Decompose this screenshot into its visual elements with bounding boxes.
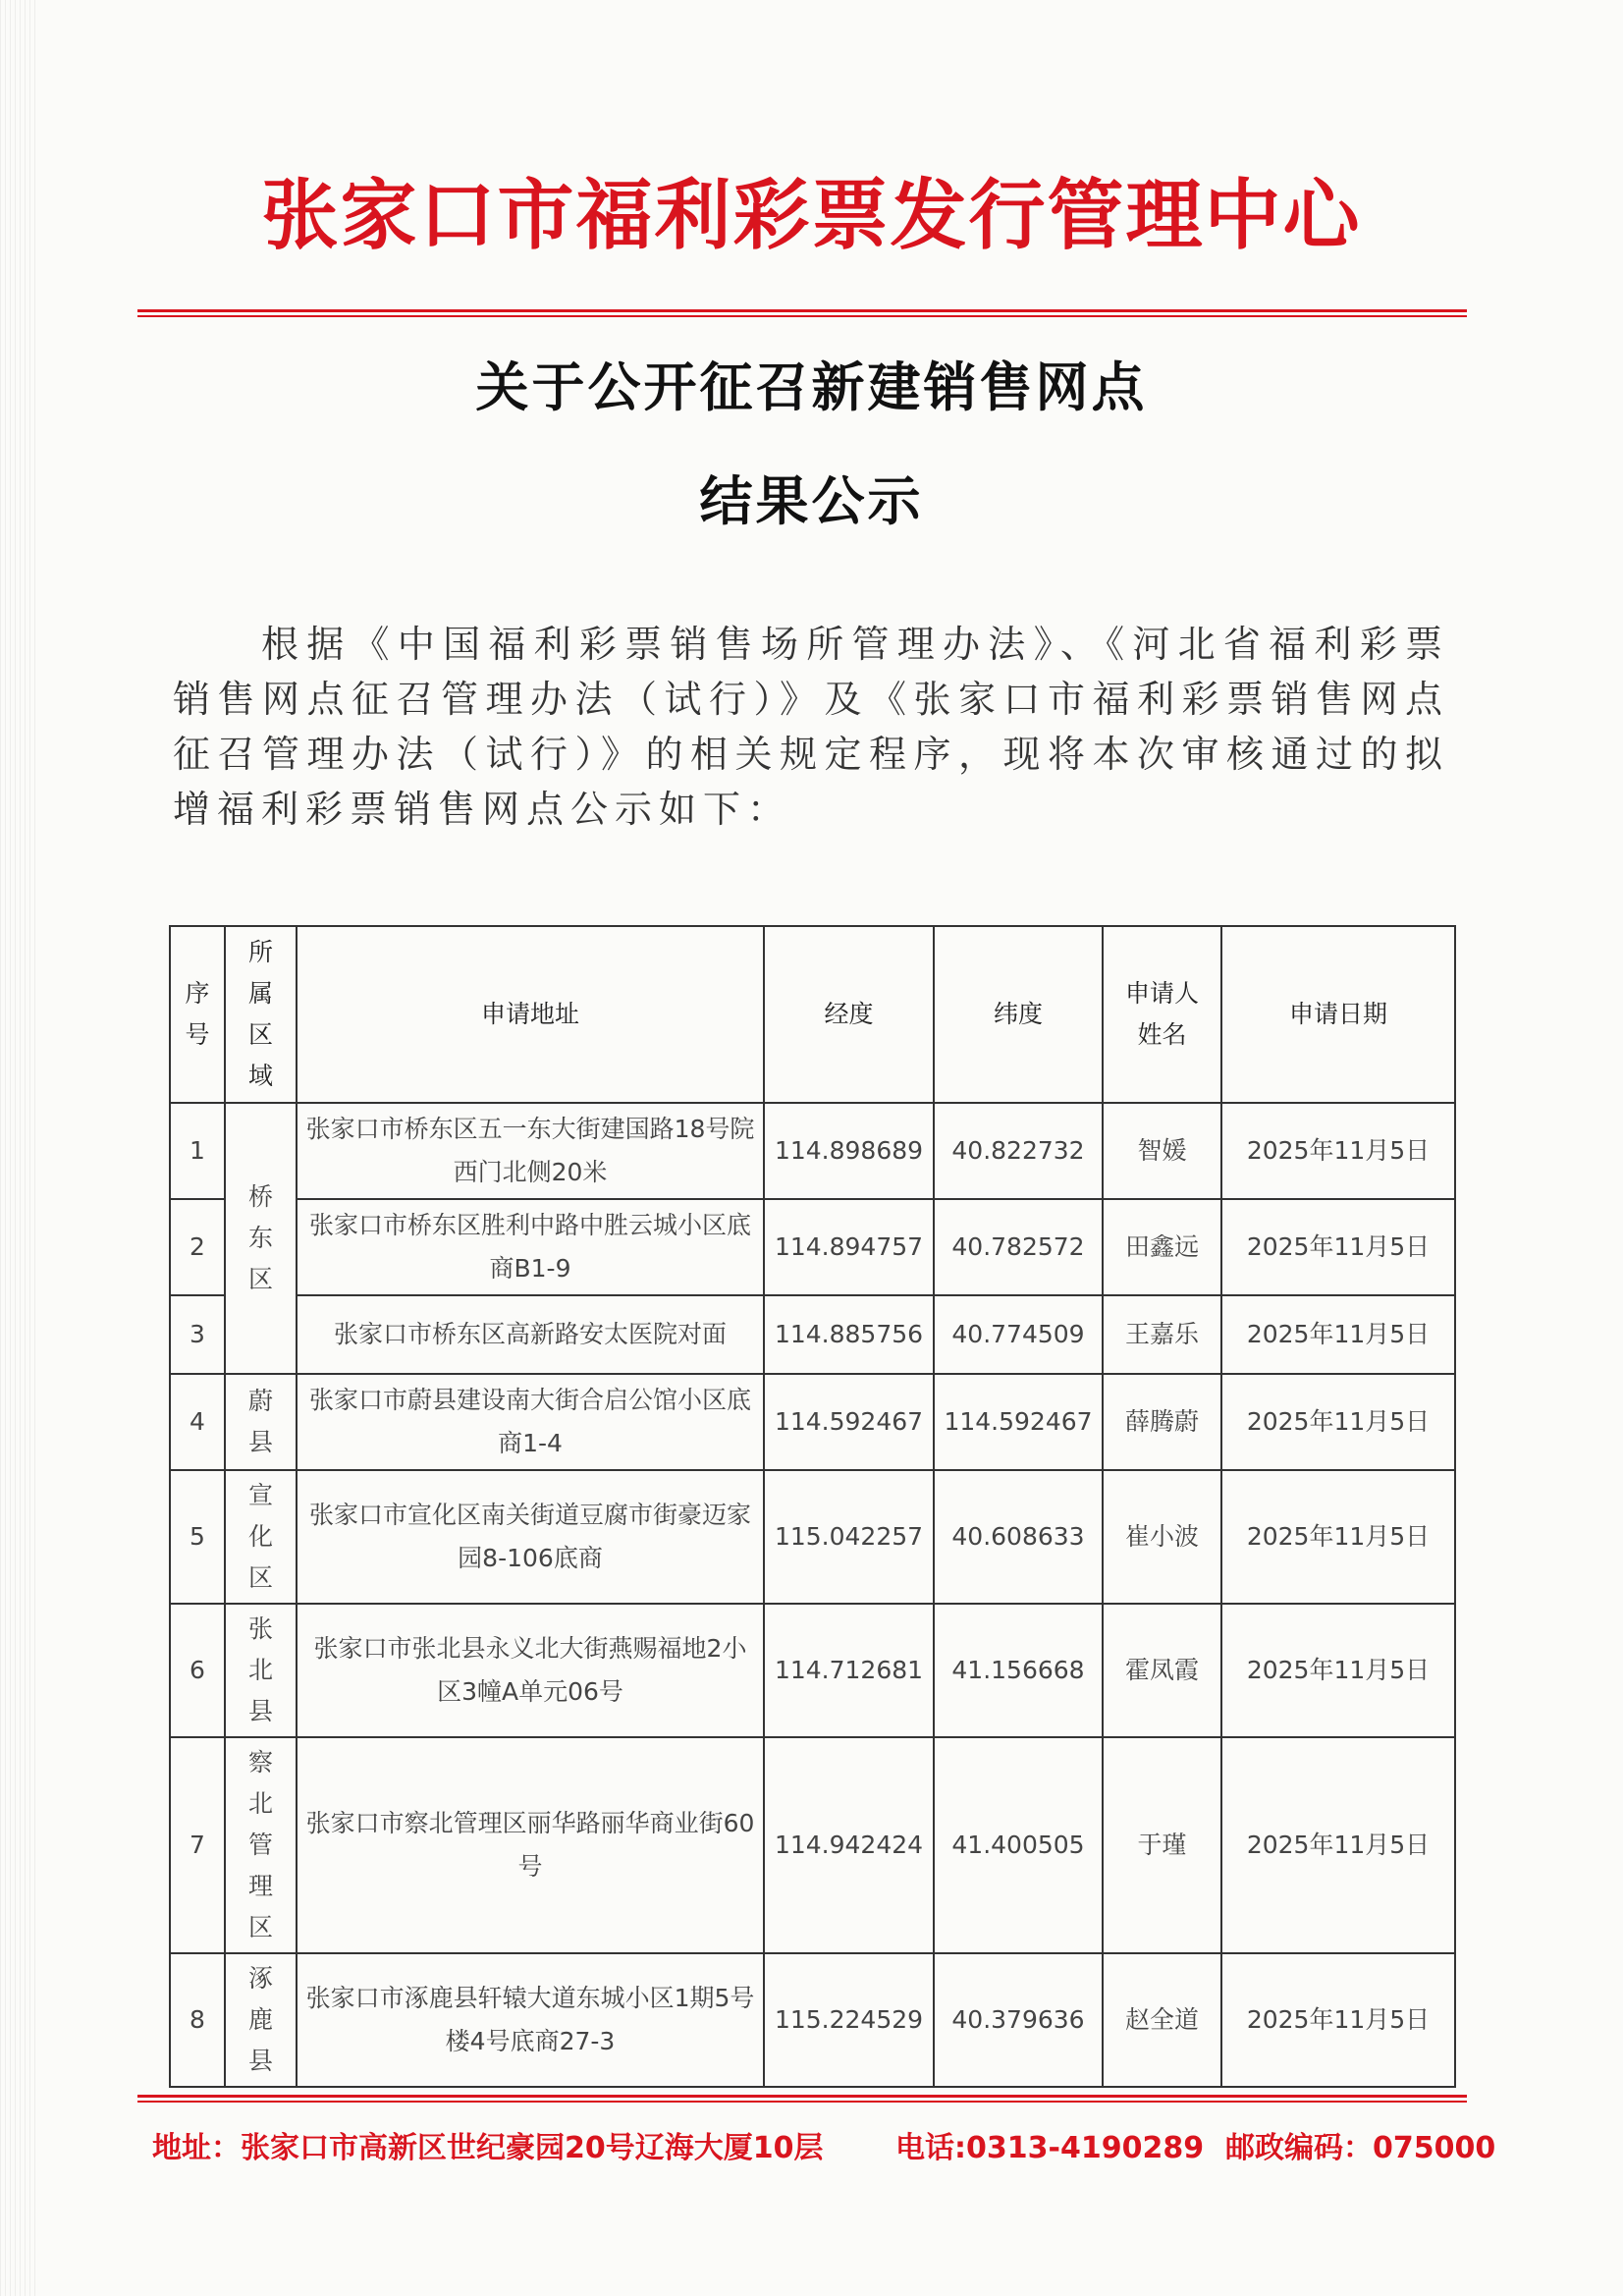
cell-no: 1 <box>170 1103 225 1199</box>
cell-date: 2025年11月5日 <box>1221 1737 1455 1953</box>
header-district: 所属区域 <box>225 926 297 1103</box>
table-row <box>170 1953 1455 2087</box>
footer-divider <box>137 2095 1467 2103</box>
cell-no: 8 <box>170 1953 225 2087</box>
cell-address: 张家口市宣化区南关街道豆腐市街豪迈家园8-106底商 <box>297 1470 764 1604</box>
cell-applicant: 霍凤霞 <box>1103 1604 1221 1737</box>
cell-longitude: 114.885756 <box>764 1295 934 1374</box>
cell-latitude: 41.400505 <box>934 1737 1103 1953</box>
table-row <box>170 1374 1455 1470</box>
results-table <box>169 925 1456 2088</box>
scan-edge-artifact <box>0 0 39 2296</box>
footer-contact <box>152 2123 1496 2172</box>
header-date: 申请日期 <box>1221 926 1455 1103</box>
cell-latitude: 40.379636 <box>934 1953 1103 2087</box>
cell-district: 察北管理区 <box>225 1737 297 1953</box>
footer-address: 地址：张家口市高新区世纪豪园20号辽海大厦10层 <box>152 2131 824 2165</box>
header-applicant: 申请人姓名 <box>1103 926 1221 1103</box>
header-address: 申请地址 <box>297 926 764 1103</box>
cell-date: 2025年11月5日 <box>1221 1199 1455 1295</box>
cell-applicant: 赵全道 <box>1103 1953 1221 2087</box>
cell-address: 张家口市察北管理区丽华路丽华商业街60号 <box>297 1737 764 1953</box>
cell-applicant: 田鑫远 <box>1103 1199 1221 1295</box>
cell-longitude: 114.898689 <box>764 1103 934 1199</box>
header-latitude: 纬度 <box>934 926 1103 1103</box>
cell-latitude: 40.608633 <box>934 1470 1103 1604</box>
cell-no: 6 <box>170 1604 225 1737</box>
table-row <box>170 1470 1455 1604</box>
cell-applicant: 薛腾蔚 <box>1103 1374 1221 1470</box>
cell-no: 7 <box>170 1737 225 1953</box>
cell-applicant: 崔小波 <box>1103 1470 1221 1604</box>
table-row <box>170 1199 1455 1295</box>
cell-address: 张家口市桥东区胜利中路中胜云城小区底商B1-9 <box>297 1199 764 1295</box>
cell-latitude: 40.774509 <box>934 1295 1103 1374</box>
cell-applicant: 智媛 <box>1103 1103 1221 1199</box>
cell-date: 2025年11月5日 <box>1221 1470 1455 1604</box>
cell-no: 5 <box>170 1470 225 1604</box>
cell-no: 4 <box>170 1374 225 1470</box>
cell-applicant: 于瑾 <box>1103 1737 1221 1953</box>
cell-longitude: 115.224529 <box>764 1953 934 2087</box>
header-longitude: 经度 <box>764 926 934 1103</box>
header-no: 序号 <box>170 926 225 1103</box>
cell-district: 桥东区 <box>225 1103 297 1374</box>
table-row <box>170 1604 1455 1737</box>
intro-paragraph: 根据《中国福利彩票销售场所管理办法》、《河北省福利彩票销售网点征召管理办法（试行）》及《张家口市福利彩票销售网点征召管理办法（试行）》的相关规定程序，现将本次审核通过的拟增福利彩票销售网点公示如下： <box>173 623 1449 831</box>
table-header-row <box>170 926 1455 1103</box>
table-row <box>170 1737 1455 1953</box>
cell-address: 张家口市张北县永义北大街燕赐福地2小区3幢A单元06号 <box>297 1604 764 1737</box>
cell-no: 2 <box>170 1199 225 1295</box>
cell-no: 3 <box>170 1295 225 1374</box>
cell-longitude: 114.592467 <box>764 1374 934 1470</box>
cell-address: 张家口市桥东区高新路安太医院对面 <box>297 1295 764 1374</box>
cell-date: 2025年11月5日 <box>1221 1604 1455 1737</box>
footer-phone: 电话:0313-4190289 <box>895 2131 1205 2165</box>
cell-district: 宣化区 <box>225 1470 297 1604</box>
cell-district: 涿鹿县 <box>225 1953 297 2087</box>
letterhead-org-name: 张家口市福利彩票发行管理中心 <box>261 172 1362 260</box>
cell-applicant: 王嘉乐 <box>1103 1295 1221 1374</box>
document-subtitle: 结果公示 <box>699 470 924 532</box>
cell-date: 2025年11月5日 <box>1221 1103 1455 1199</box>
table-row <box>170 1103 1455 1199</box>
cell-longitude: 114.894757 <box>764 1199 934 1295</box>
cell-latitude: 41.156668 <box>934 1604 1103 1737</box>
cell-longitude: 114.712681 <box>764 1604 934 1737</box>
cell-latitude: 40.782572 <box>934 1199 1103 1295</box>
intro-paragraph-block <box>173 617 1449 837</box>
cell-longitude: 115.042257 <box>764 1470 934 1604</box>
cell-district: 蔚县 <box>225 1374 297 1470</box>
footer-postcode: 邮政编码：075000 <box>1225 2131 1496 2165</box>
cell-district: 张北县 <box>225 1604 297 1737</box>
table-row <box>170 1295 1455 1374</box>
cell-address: 张家口市桥东区五一东大街建国路18号院西门北侧20米 <box>297 1103 764 1199</box>
cell-address: 张家口市涿鹿县轩辕大道东城小区1期5号楼4号底商27-3 <box>297 1953 764 2087</box>
cell-latitude: 114.592467 <box>934 1374 1103 1470</box>
cell-date: 2025年11月5日 <box>1221 1953 1455 2087</box>
cell-latitude: 40.822732 <box>934 1103 1103 1199</box>
letterhead-divider <box>137 309 1467 317</box>
cell-longitude: 114.942424 <box>764 1737 934 1953</box>
cell-address: 张家口市蔚县建设南大街合启公馆小区底商1-4 <box>297 1374 764 1470</box>
cell-date: 2025年11月5日 <box>1221 1374 1455 1470</box>
cell-date: 2025年11月5日 <box>1221 1295 1455 1374</box>
document-title: 关于公开征召新建销售网点 <box>475 356 1148 418</box>
